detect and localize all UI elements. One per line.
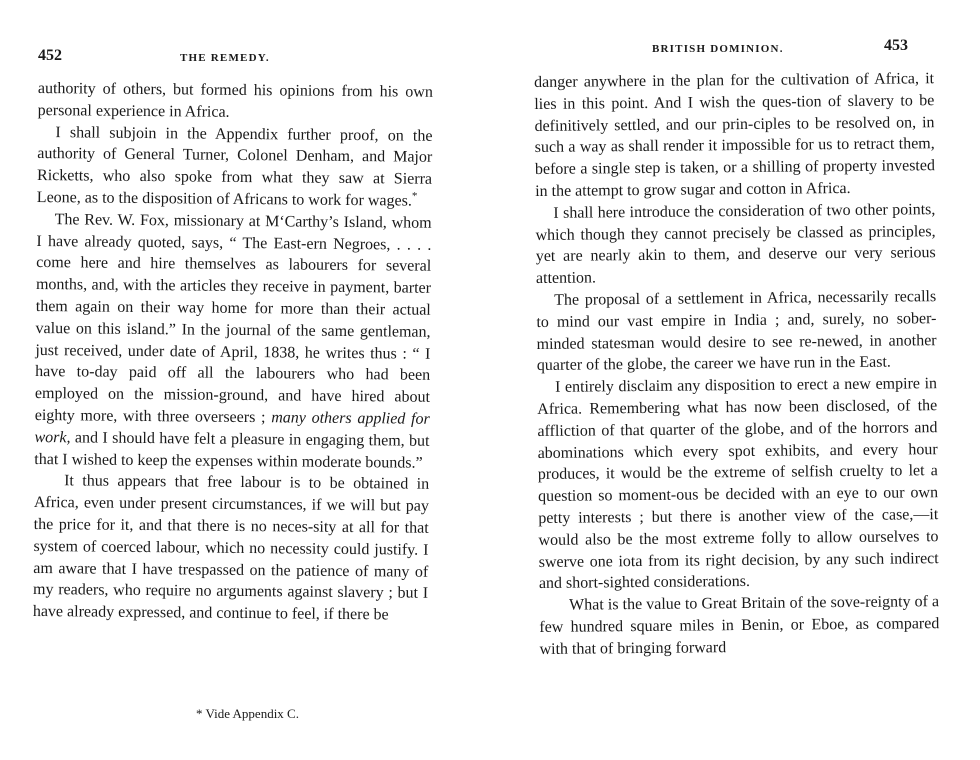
paragraph: The proposal of a settlement in Africa, necessarily recalls to mind our vast empire in India ; and, surely, no sober-minded statesman would desire to see re-newed, in another quarter of the globe, the career we have run in the East. <box>536 288 937 375</box>
paragraph: I shall here introduce the consideration of two other points, which though they cannot precisely be classed as principles, yet are nearly akin to them, and deserve our very serious attention. <box>535 200 936 288</box>
footnote-marker: * <box>411 190 418 203</box>
page-number: 452 <box>38 47 62 64</box>
paragraph-text: The Rev. W. Fox, missionary at M‘Carthy’s Island, whom I have already quoted, says, “ The East-ern Negroes, . . . . come here and hire themselves as labourers for several months, and, with the articles they receive in payment, barter them again on their way home for more than their actual value on this island.” In the journal of the same gentleman, just received, under date of April, 1838, he writes thus : “ I have to-day paid off all the labourers who had been employed on the mission-ground, and have hired about eighty more, with three overseers ; <box>34 210 432 427</box>
left-page-body <box>33 78 433 627</box>
paragraph-text: I shall subjoin in the Appendix further proof, on the authority of General Turner, Colonel Denham, and Major Ricketts, who also spoke from what they saw at Sierra Leone, as to the disposition of Africans to work for wages. <box>36 123 433 210</box>
page-number: 453 <box>884 37 908 54</box>
italic-emphasis: many others applied for work, <box>34 409 430 447</box>
paragraph: danger anywhere in the plan for the cultivation of Africa, it lies in this point. And I wish the ques-tion of slavery to be definitively settled, and our prin-ciples to be resolved on, in such a way as shall render it impossible for us to retract them, before a single step is taken, or a shilling of property invested in the attempt to grow sugar and cotton in Africa. <box>534 70 936 200</box>
running-head: THE REMEDY. <box>180 52 270 64</box>
paragraph <box>34 209 431 474</box>
paragraph <box>37 122 433 213</box>
right-page <box>490 0 980 760</box>
paragraph: authority of others, but formed his opinions from his own personal experience in Africa. <box>37 79 433 121</box>
paragraph-text: and I should have felt a pleasure in engaging them, but that I wished to keep the expenses within moderate bounds.” <box>34 429 430 472</box>
right-page-body <box>534 68 940 660</box>
footnote: * Vide Appendix C. <box>196 706 299 721</box>
paragraph: I entirely disclaim any disposition to erect a new empire in Africa. Remembering what has now been disclosed, of the affliction of that quarter of the globe, and of the horrors and abominations which every spot exhibits, and every hour produces, it would be the extreme of selfish cruelty to let a question so moment-ous be decided with an eye to our own petty interests ; but there is another view of the case,—it would also be the most extreme folly to allow ourselves to swerve one iota from its right decision, by any such indirect and short-sighted considerations. <box>537 375 939 593</box>
paragraph: What is the value to Great Britain of the sove-reignty of a few hundred square miles in Benin, or Eboe, as compared with that of bringing forward <box>539 593 940 658</box>
running-head: BRITISH DOMINION. <box>652 43 784 55</box>
paragraph: It thus appears that free labour is to be obtained in Africa, even under present circumstances, if we will but pay the price for it, and that there is no neces-sity at all for that system of coerced labour, which no necessity could justify. I am aware that I have trespassed on the patience of many of my readers, who require no arguments against slavery ; but I have already expressed, and continue to feel, if there be <box>32 472 430 624</box>
